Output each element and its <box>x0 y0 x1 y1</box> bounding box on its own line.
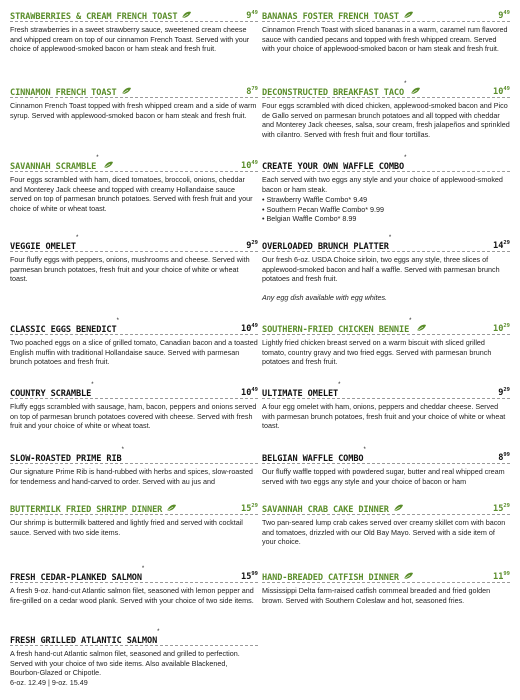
menu-item-belgian-waffle-combo <box>262 448 510 486</box>
description-text: Four eggs scrambled with diced chicken, applewood-smoked bacon and Pico de Gallo served on parmesan brunch potatoes and all topped with cheddar and Monterey Jack cheeses, salsa, sour cream, fresh jalapeños and sprinkled with cilantro. Served with fresh fruit and flour tortillas. <box>262 101 510 139</box>
menu-item-name: FRESH CEDAR-PLANKED SALMON <box>10 573 142 583</box>
price-cents: 29 <box>503 323 510 329</box>
menu-item-header <box>262 448 510 464</box>
asterisk-mark: * <box>141 566 145 572</box>
combo-list <box>262 195 510 224</box>
menu-item-name: STRAWBERRIES & CREAM FRENCH TOAST <box>10 12 178 22</box>
menu-item-price <box>493 82 510 99</box>
menu-item-description <box>10 467 258 486</box>
menu-item-description <box>10 402 258 431</box>
price-cents: 49 <box>251 323 258 329</box>
menu-item-southern-fried-chicken-bennie <box>262 319 510 367</box>
menu-item-deconstructed-breakfast-taco <box>262 82 510 139</box>
description-text: A four egg omelet with ham, onions, peppers and cheddar cheese. Served with parmesan brunch potatoes, fresh fruit and your choice of white or wheat toast. <box>262 402 506 430</box>
description-text: Cinnamon French Toast with sliced bananas in a warm, caramel rum flavored sauce with candied pecans and topped with fresh whipped cream. Served with your choice of applewood-smoked bacon or ham steak and fresh fruit. <box>262 25 508 53</box>
menu-item-slow-roasted-prime-rib <box>10 448 258 486</box>
leaf-icon <box>121 85 132 99</box>
price-dollars: 14 <box>493 240 504 251</box>
price-dollars: 9 <box>498 387 504 398</box>
description-text: Fresh strawberries in a sweet strawberry sauce, sweetened cream cheese and whipped cream on top of our cinnamon French Toast. Served with your choice of applewood-smoked bacon or ham steak and fresh fruit. <box>10 25 250 53</box>
price-dollars: 9 <box>498 10 504 21</box>
menu-item-buttermilk-fried-shrimp-dinner <box>10 499 258 537</box>
menu-item-price <box>493 319 510 336</box>
leaf-icon <box>416 322 427 336</box>
menu-item-price <box>241 383 258 400</box>
size-prices: 6-oz. 12.49 | 9-oz. 15.49 <box>10 677 88 687</box>
menu-item-price <box>493 567 510 584</box>
menu-item-veggie-omelet <box>10 236 258 284</box>
description-text: Our fluffy waffle topped with powdered sugar, butter and real whipped cream served with two eggs any style and your choice of bacon or ham <box>262 467 505 486</box>
menu-item-price <box>498 448 510 465</box>
egg-white-note: Any egg dish available with egg whites. <box>262 292 388 302</box>
menu-item-price <box>498 383 510 400</box>
menu-item-ultimate-omelet <box>262 383 510 431</box>
price-dollars: 10 <box>493 86 504 97</box>
asterisk-mark: * <box>75 235 79 241</box>
menu-item-header <box>10 156 258 172</box>
menu-item-savannah-crab-cake-dinner <box>262 499 510 547</box>
menu-item-description <box>262 518 510 547</box>
price-cents: 99 <box>503 571 510 577</box>
asterisk-mark: * <box>116 318 119 324</box>
menu-item-header <box>10 383 258 399</box>
menu-item-price <box>246 82 258 99</box>
menu-item-bananas-foster-french-toast <box>262 6 510 54</box>
menu-item-description <box>262 175 510 224</box>
asterisk-mark: * <box>404 81 407 87</box>
menu-item-header <box>10 630 258 646</box>
asterisk-mark: * <box>121 447 124 453</box>
menu-item-price <box>493 499 510 516</box>
menu-item-name: ULTIMATE OMELET <box>262 389 339 399</box>
menu-item-price <box>241 499 258 516</box>
menu-item-name: SLOW-ROASTED PRIME RIB <box>10 454 122 464</box>
menu-item-description <box>10 25 258 54</box>
leaf-icon <box>181 9 192 23</box>
menu-item-header <box>10 448 258 464</box>
menu-item-description <box>262 101 510 139</box>
menu-item-header <box>262 499 510 515</box>
menu-item-description <box>262 25 510 54</box>
menu-item-price <box>498 6 510 23</box>
menu-item-header <box>262 383 510 399</box>
description-text: Mississippi Delta farm-raised catfish cornmeal breaded and fried golden brown. Served with Southern Coleslaw and hot, seasoned fries. <box>262 586 491 605</box>
menu-item-header <box>262 236 510 252</box>
price-dollars: 10 <box>493 323 504 334</box>
price-cents: 99 <box>503 452 510 458</box>
description-text: A fresh hand-cut Atlantic salmon filet, seasoned and grilled to perfection. Served with your choice of two side items. Also available Blackened, Bourbon-Glazed or Chipotle. <box>10 649 240 677</box>
menu-item-savannah-scramble <box>10 156 258 213</box>
description-text: Each served with two eggs any style and your choice of applewood-smoked bacon or ham steak. <box>262 175 503 194</box>
description-text: Cinnamon French Toast topped with fresh whipped cream and a side of warm syrup. Served with applewood-smoked bacon or ham steak and fresh fruit. <box>10 101 257 120</box>
menu-item-price <box>246 6 258 23</box>
asterisk-mark: * <box>96 155 99 161</box>
menu-item-description <box>262 402 510 431</box>
asterisk-mark: * <box>91 382 94 388</box>
menu-item-price <box>241 319 258 336</box>
price-dollars: 8 <box>498 452 504 463</box>
description-text: Our signature Prime Rib is hand-rubbed with herbs and spices, slow-roasted for tenderness and hand-carved to order. Served with au jus and <box>10 467 253 486</box>
menu-item-header <box>10 499 258 515</box>
menu-item-description <box>262 586 510 605</box>
description-text: A fresh 9-oz. hand-cut Atlantic salmon filet, seasoned with lemon pepper and fire-grilled on a cedar wood plank. Served with your choice of two side items. <box>10 586 254 605</box>
price-dollars: 15 <box>241 571 252 582</box>
menu-item-header <box>10 567 258 583</box>
menu-item-header <box>262 156 510 172</box>
price-dollars: 8 <box>246 86 252 97</box>
price-cents: 49 <box>251 160 258 166</box>
menu-item-name: SAVANNAH CRAB CAKE DINNER <box>262 505 389 515</box>
menu-item-name: CREATE YOUR OWN WAFFLE COMBO <box>262 162 405 172</box>
asterisk-mark: * <box>157 629 160 635</box>
menu-item-price <box>241 567 258 584</box>
menu-item-name: BUTTERMILK FRIED SHRIMP DINNER <box>10 505 163 515</box>
leaf-icon <box>166 502 177 516</box>
price-dollars: 11 <box>493 571 504 582</box>
asterisk-mark: * <box>388 235 392 241</box>
menu-item-description <box>262 338 510 367</box>
menu-item-name: CINNAMON FRENCH TOAST <box>10 88 117 98</box>
menu-item-name: SAVANNAH SCRAMBLE <box>10 162 97 172</box>
price-cents: 29 <box>503 387 510 393</box>
menu-item-description <box>10 649 258 687</box>
menu-item-description <box>10 255 258 284</box>
menu-item-name: DECONSTRUCTED BREAKFAST TACO <box>262 88 405 98</box>
combo-list-item: • Southern Pecan Waffle Combo* 9.99 <box>262 205 510 215</box>
leaf-icon <box>403 9 414 23</box>
price-cents: 29 <box>251 240 258 246</box>
menu-item-description <box>262 467 510 486</box>
menu-item-classic-eggs-benedict <box>10 319 258 367</box>
price-dollars: 15 <box>493 503 504 514</box>
price-dollars: 9 <box>246 10 252 21</box>
price-cents: 49 <box>251 10 258 16</box>
menu-item-create-your-own-waffle-combo <box>262 156 510 224</box>
menu-item-country-scramble <box>10 383 258 431</box>
asterisk-mark: * <box>363 447 366 453</box>
price-cents: 49 <box>503 86 510 92</box>
menu-item-strawberries-cream-french-toast <box>10 6 258 54</box>
price-cents: 29 <box>503 503 510 509</box>
menu-item-header <box>10 82 258 98</box>
menu-item-name: BANANAS FOSTER FRENCH TOAST <box>262 12 399 22</box>
description-text: Our fresh 6-oz. USDA Choice sirloin, two eggs any style, three slices of applewood-smoked bacon and half a waffle. Served with parmesan brunch potatoes and fresh fruit. <box>262 255 500 283</box>
menu-item-hand-breaded-catfish-dinner <box>262 567 510 605</box>
menu-item-name: VEGGIE OMELET <box>10 242 76 252</box>
price-cents: 99 <box>251 571 258 577</box>
menu-item-header <box>10 319 258 335</box>
leaf-icon <box>410 85 421 99</box>
price-dollars: 15 <box>241 503 252 514</box>
menu-item-name: BELGIAN WAFFLE COMBO <box>262 454 364 464</box>
menu-item-description <box>262 255 510 302</box>
description-text: Four eggs scrambled with ham, diced tomatoes, broccoli, onions, cheddar and Monterey Jack cheese and topped with creamy Hollandaise sauce served on top of parmesan brunch potatoes. Served with fresh fruit and your choice of white or wheat toast. <box>10 175 253 213</box>
menu-item-fresh-grilled-atlantic-salmon <box>10 630 258 687</box>
description-text: Fluffy eggs scrambled with sausage, ham, bacon, peppers and onions served on top of parmesan brunch potatoes covered with cheese. Served with fresh fruit and your choice of white or wheat toast. <box>10 402 257 430</box>
menu-item-header <box>10 236 258 252</box>
menu-item-description <box>10 175 258 213</box>
menu-item-overloaded-brunch-platter <box>262 236 510 302</box>
price-dollars: 10 <box>241 387 252 398</box>
combo-list-item: • Belgian Waffle Combo* 8.99 <box>262 214 510 224</box>
price-cents: 49 <box>503 10 510 16</box>
description-text: Our shrimp is buttermilk battered and lightly fried and served with cocktail sauce. Served with two side items. <box>10 518 243 537</box>
combo-list-item: • Strawberry Waffle Combo* 9.49 <box>262 195 510 205</box>
menu-item-price <box>246 236 258 253</box>
menu-item-name: HAND-BREADED CATFISH DINNER <box>262 573 399 583</box>
menu-item-header <box>10 6 258 22</box>
leaf-icon <box>393 502 404 516</box>
price-dollars: 10 <box>241 323 252 334</box>
asterisk-mark: * <box>404 155 407 161</box>
menu-item-price <box>493 236 510 253</box>
menu-item-description <box>10 586 258 605</box>
menu-item-name: SOUTHERN-FRIED CHICKEN BENNIE <box>262 325 410 335</box>
price-dollars: 9 <box>246 240 252 251</box>
description-text: Four fluffy eggs with peppers, onions, mushrooms and cheese. Served with parmesan brunch potatoes, fresh fruit and your choice of white or wheat toast. <box>10 255 250 283</box>
price-cents: 79 <box>251 86 258 92</box>
menu-item-header <box>262 82 510 98</box>
leaf-icon <box>103 159 114 173</box>
menu-item-name: FRESH GRILLED ATLANTIC SALMON <box>10 636 158 646</box>
price-dollars: 10 <box>241 160 252 171</box>
menu-item-name: CLASSIC EGGS BENEDICT <box>10 325 117 335</box>
menu-item-description <box>10 101 258 120</box>
menu-item-description <box>10 518 258 537</box>
menu-item-header <box>262 567 510 583</box>
price-cents: 49 <box>251 387 258 393</box>
price-cents: 29 <box>251 503 258 509</box>
description-text: Two pan-seared lump crab cakes served over creamy skillet corn with bacon and tomatoes, drizzled with our Old Bay Mayo. Served with a side item of your choice. <box>262 518 506 546</box>
menu-item-description <box>10 338 258 367</box>
description-text: Lightly fried chicken breast served on a warm biscuit with sliced grilled tomato, country gravy and two fried eggs. Served with parmesan brunch potatoes and fresh fruit. <box>262 338 492 366</box>
menu-item-fresh-cedar-planked-salmon <box>10 567 258 605</box>
price-cents: 29 <box>503 240 510 246</box>
menu-item-price <box>241 156 258 173</box>
menu-item-cinnamon-french-toast <box>10 82 258 120</box>
asterisk-mark: * <box>409 318 412 324</box>
description-text: Two poached eggs on a slice of grilled tomato, Canadian bacon and a toasted English muffin with traditional Hollandaise sauce. Served with parmesan brunch potatoes and fresh fruit. <box>10 338 258 366</box>
leaf-icon <box>403 570 414 584</box>
menu-item-name: COUNTRY SCRAMBLE <box>10 389 92 399</box>
asterisk-mark: * <box>338 382 341 388</box>
menu-item-name: OVERLOADED BRUNCH PLATTER <box>262 242 389 252</box>
menu-item-header <box>262 319 510 335</box>
menu-item-header <box>262 6 510 22</box>
